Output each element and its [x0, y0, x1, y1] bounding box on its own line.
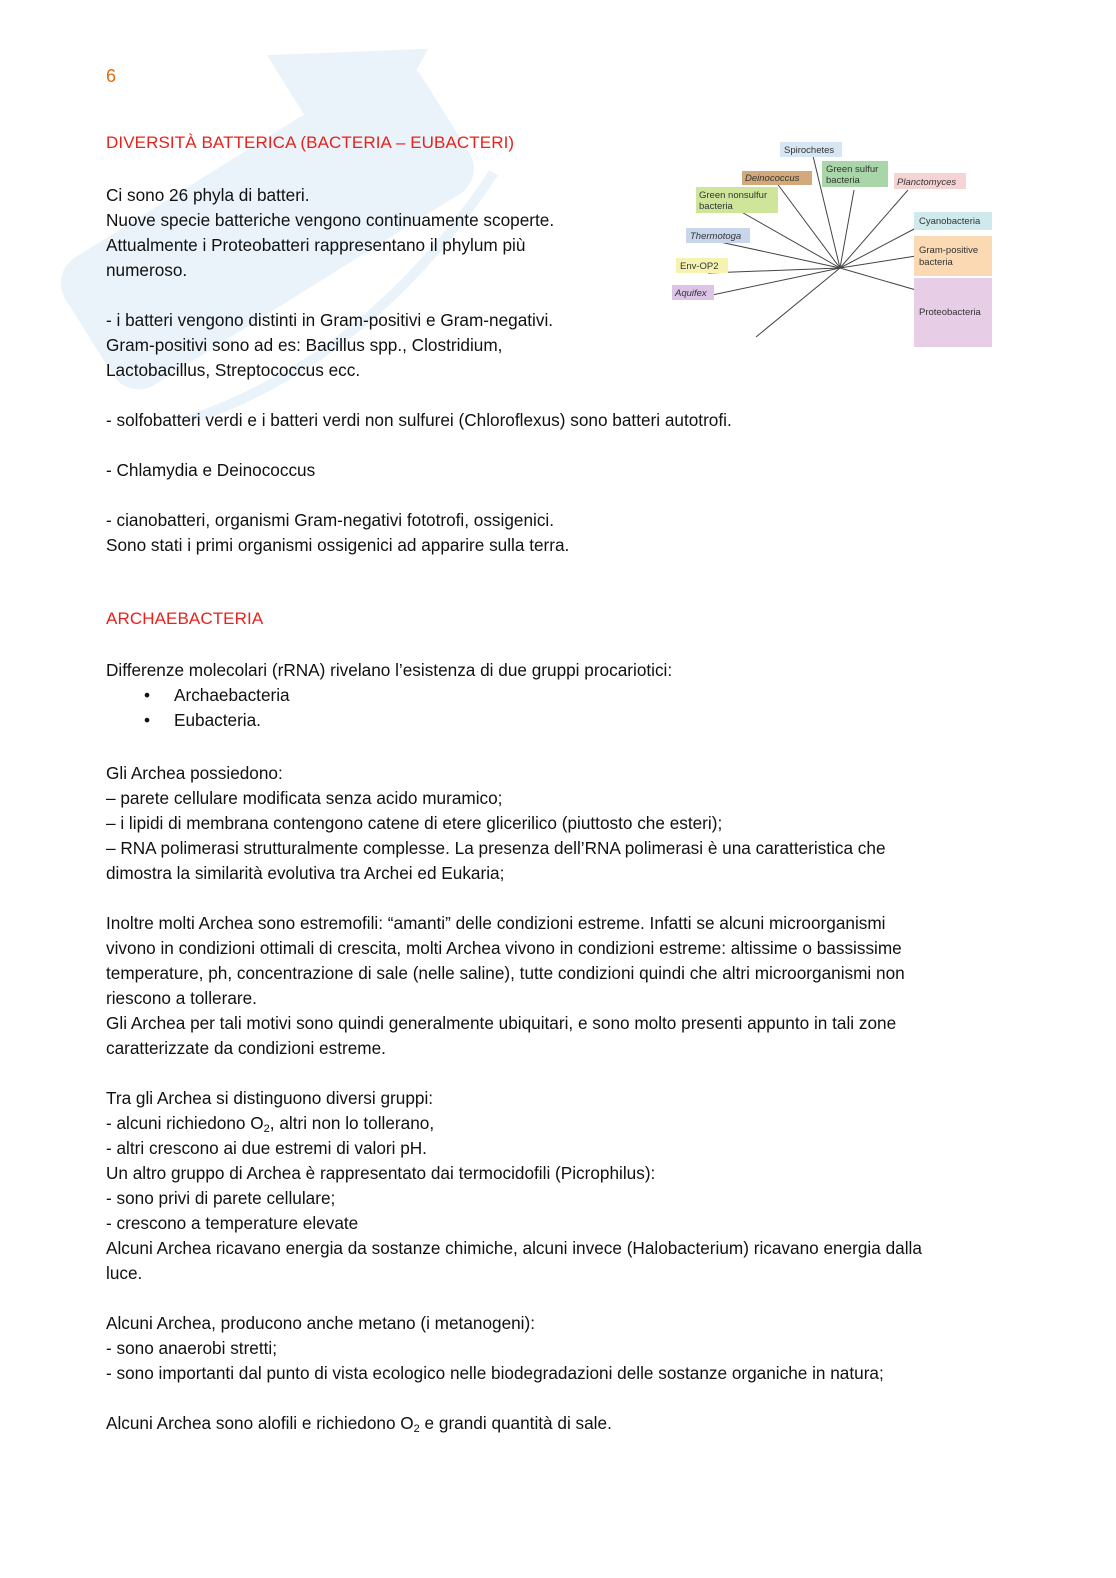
text-line: – i lipidi di membrana contengono catene di etere glicerilico (piuttosto che esteri);	[106, 813, 723, 833]
proteobacteria-label: Proteobacteria	[919, 307, 981, 318]
gram-positive-box	[914, 236, 992, 276]
thermotoga-label: Thermotoga	[690, 231, 742, 242]
text-line: vivono in condizioni ottimali di crescita, molti Archea vivono in condizioni estreme: altissime o bassissime	[106, 938, 902, 958]
text-line: - Chlamydia e Deinococcus	[106, 460, 316, 480]
archaea-features	[106, 761, 886, 886]
text-line: - altri crescono ai due estremi di valori pH.	[106, 1138, 427, 1158]
subscript: 2	[413, 1423, 420, 1435]
text-line: Alcuni Archea, producono anche metano (i metanogeni):	[106, 1313, 535, 1333]
methanogens-paragraph	[106, 1311, 884, 1386]
text-line: Differenze molecolari (rRNA) rivelano l’esistenza di due gruppi procariotici:	[106, 660, 673, 680]
chlamydia-paragraph	[106, 458, 315, 483]
text-line: numeroso.	[106, 260, 188, 280]
extremophiles-paragraph	[106, 911, 905, 1061]
phylogenetic-tree-figure	[668, 140, 998, 350]
text-line: Gli Archea possiedono:	[106, 763, 283, 783]
text-line: - sono anaerobi stretti;	[106, 1338, 278, 1358]
section-heading-bacteria: DIVERSITÀ BATTERICA (BACTERIA – EUBACTERI)	[106, 133, 515, 152]
text-line: – parete cellulare modificata senza acido muramico;	[106, 788, 503, 808]
text-line: Lactobacillus, Streptococcus ecc.	[106, 360, 361, 380]
text-line: temperature, ph, concentrazione di sale (nelle saline), tutte condizioni quindi che altri microorganismi non	[106, 963, 905, 983]
green-sulfur-label-2: bacteria	[826, 175, 860, 186]
text-line: Alcuni Archea ricavano energia da sostanze chimiche, alcuni invece (Halobacterium) ricavano energia dalla	[106, 1238, 922, 1258]
gram-positive-label: Gram-positive	[919, 245, 979, 256]
planctomyces-label: Planctomyces	[897, 177, 957, 188]
text-line: - crescono a temperature elevate	[106, 1213, 359, 1233]
env-op2-label: Env-OP2	[680, 261, 719, 272]
cyanobacteria-label: Cyanobacteria	[919, 216, 981, 227]
bacteria-intro	[106, 183, 554, 283]
deinococcus-label: Deinococcus	[745, 173, 800, 184]
text-line: Inoltre molti Archea sono estremofili: “amanti” delle condizioni estreme. Infatti se alcuni microorganismi	[106, 913, 886, 933]
text-line: - cianobatteri, organismi Gram-negativi fototrofi, ossigenici.	[106, 510, 555, 530]
autotrophs-paragraph	[106, 408, 732, 433]
section-heading-archaebacteria: ARCHAEBACTERIA	[106, 609, 264, 628]
gram-positive-label-2: bacteria	[919, 257, 953, 268]
text-line: Nuove specie batteriche vengono continuamente scoperte.	[106, 210, 555, 230]
text-line: Gli Archea per tali motivi sono quindi generalmente ubiquitari, e sono molto presenti appunto in tali zone	[106, 1013, 897, 1033]
archaea-intro	[106, 658, 672, 733]
spirochetes-label: Spirochetes	[784, 145, 835, 156]
green-nonsulfur-label-2: bacteria	[699, 201, 733, 212]
text-line: luce.	[106, 1263, 143, 1283]
text-line: - i batteri vengono distinti in Gram-positivi e Gram-negativi.	[106, 310, 554, 330]
text-line: Sono stati i primi organismi ossigenici ad apparire sulla terra.	[106, 535, 570, 555]
text-line: – RNA polimerasi strutturalmente complesse. La presenza dell’RNA polimerasi è una caratteristica che	[106, 838, 886, 858]
text-fragment: - alcuni richiedono O	[106, 1113, 264, 1133]
page-number: 6	[106, 66, 117, 86]
archaea-groups-paragraph	[106, 1086, 922, 1286]
text-line: Attualmente i Proteobatteri rappresentano il phylum più	[106, 235, 526, 255]
text-line: riescono a tollerare.	[106, 988, 257, 1008]
subscript: 2	[263, 1123, 270, 1135]
text-line	[106, 1411, 612, 1436]
green-nonsulfur-label: Green nonsulfur	[699, 190, 768, 201]
aquifex-label: Aquifex	[675, 288, 707, 299]
text-line	[106, 1111, 922, 1136]
text-line: Gram-positivi sono ad es: Bacillus spp., Clostridium,	[106, 335, 503, 355]
text-line: Un altro gruppo di Archea è rappresentato dai termocidofili (Picrophilus):	[106, 1163, 656, 1183]
text-fragment: Alcuni Archea sono alofili e richiedono O	[106, 1413, 414, 1433]
text-line: Tra gli Archea si distinguono diversi gruppi:	[106, 1088, 434, 1108]
cyanobacteria-paragraph	[106, 508, 569, 558]
list-item: • Archaebacteria	[174, 683, 672, 708]
text-fragment: e grandi quantità di sale.	[419, 1413, 612, 1433]
text-line: - sono privi di parete cellulare;	[106, 1188, 336, 1208]
text-line: Ci sono 26 phyla di batteri.	[106, 185, 310, 205]
list-item: • Eubacteria.	[174, 708, 672, 733]
green-sulfur-label: Green sulfur	[826, 164, 879, 175]
halophiles-paragraph	[106, 1411, 612, 1436]
text-line: - solfobatteri verdi e i batteri verdi non sulfurei (Chloroflexus) sono batteri autotrofi.	[106, 410, 732, 430]
text-fragment: , altri non lo tollerano,	[269, 1113, 435, 1133]
text-line: - sono importanti dal punto di vista ecologico nelle biodegradazioni delle sostanze organiche in natura;	[106, 1363, 884, 1383]
text-line: dimostra la similarità evolutiva tra Archei ed Eukaria;	[106, 863, 505, 883]
text-line: caratterizzate da condizioni estreme.	[106, 1038, 386, 1058]
gram-paragraph	[106, 308, 553, 383]
prokaryote-groups-list	[106, 683, 672, 733]
